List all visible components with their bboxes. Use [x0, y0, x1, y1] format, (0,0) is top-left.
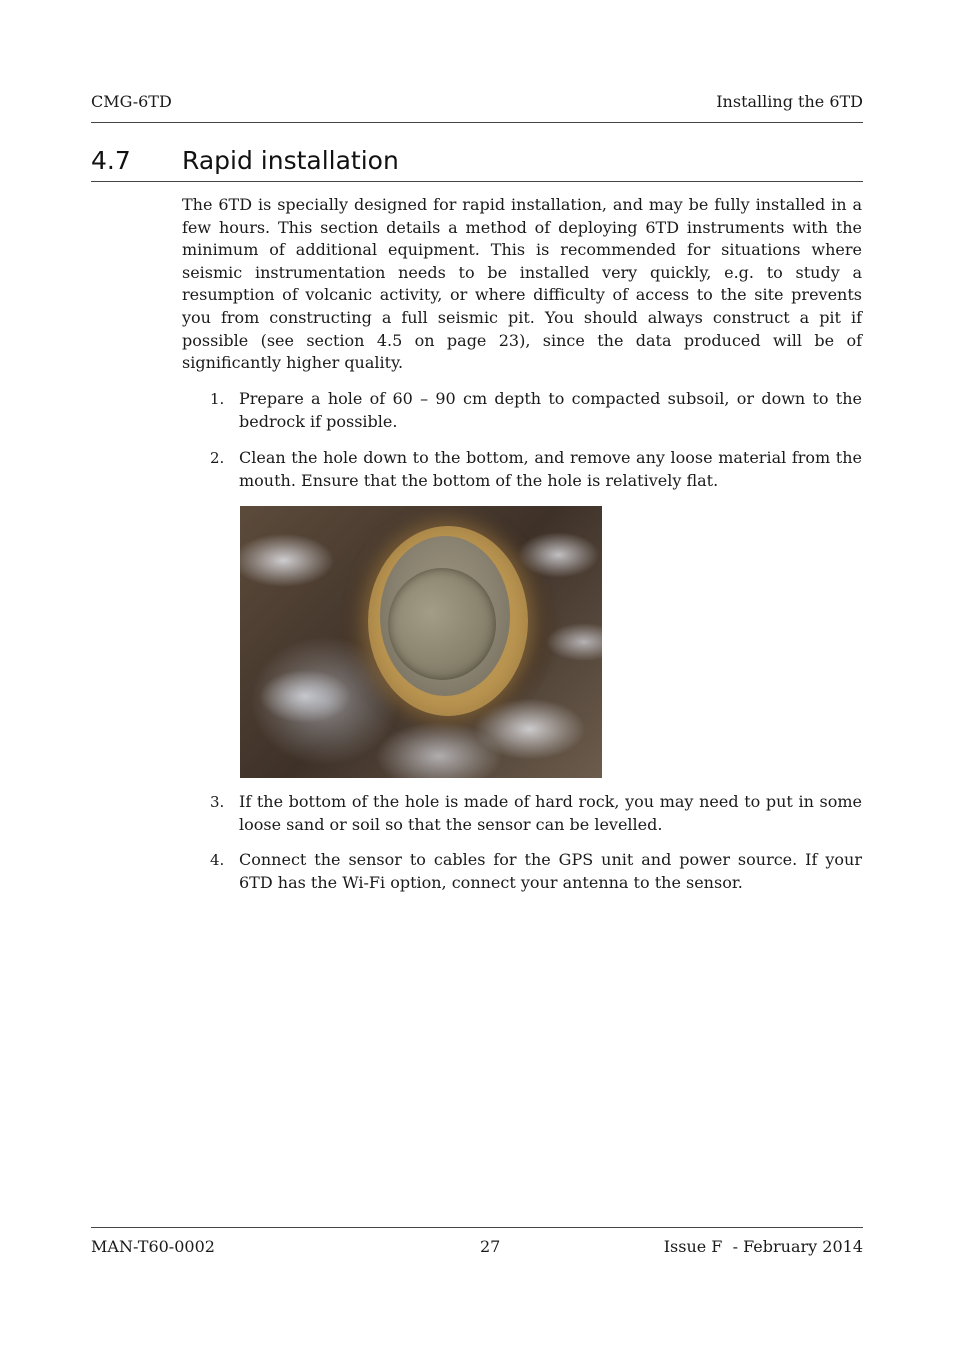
- footer-page-number: 27: [480, 1237, 501, 1256]
- heading-divider: [91, 181, 863, 182]
- hole-photo: [240, 506, 602, 778]
- step-number: 3.: [210, 793, 225, 811]
- step-number: 2.: [210, 449, 225, 467]
- intro-paragraph: The 6TD is specially designed for rapid installation, and may be fully installed in a few hours. This section details a method of deploying 6TD instruments with the minimum of additional equipment. This is recommended for situations where seismic instrumentation needs to be installed very quickly, e.g. to study a resumption of volcanic activity, or where difficulty of access to the site prevents you from constructing a full seismic pit. You should always construct a pit if possible (see section 4.5 on page 23), since the data produced will be of significantly higher quality.: [182, 195, 862, 373]
- section-title: Rapid installation: [182, 146, 399, 175]
- step-text: Connect the sensor to cables for the GPS unit and power source. If your 6TD has the Wi-Fi option, connect your antenna to the sensor.: [239, 850, 862, 892]
- footer-issue: Issue F - February 2014: [663, 1237, 863, 1256]
- step-number: 1.: [210, 390, 225, 408]
- header-chapter: Installing the 6TD: [716, 92, 863, 111]
- step-text: Clean the hole down to the bottom, and remove any loose material from the mouth. Ensure that the bottom of the hole is relatively flat.: [239, 448, 862, 490]
- photo-hole-bottom: [388, 568, 496, 680]
- step-text: If the bottom of the hole is made of hard rock, you may need to put in some loose sand or soil so that the sensor can be levelled.: [239, 792, 862, 834]
- header-divider: [91, 122, 863, 123]
- page-header: [91, 92, 863, 114]
- section-heading: [91, 146, 863, 180]
- footer-doc-id: MAN-T60-0002: [91, 1237, 215, 1256]
- step-text: Prepare a hole of 60 – 90 cm depth to compacted subsoil, or down to the bedrock if possible.: [239, 389, 862, 431]
- page-footer: [91, 1237, 863, 1259]
- step-number: 4.: [210, 851, 225, 869]
- header-product: CMG-6TD: [91, 92, 172, 111]
- section-number: 4.7: [91, 146, 131, 175]
- footer-divider: [91, 1227, 863, 1228]
